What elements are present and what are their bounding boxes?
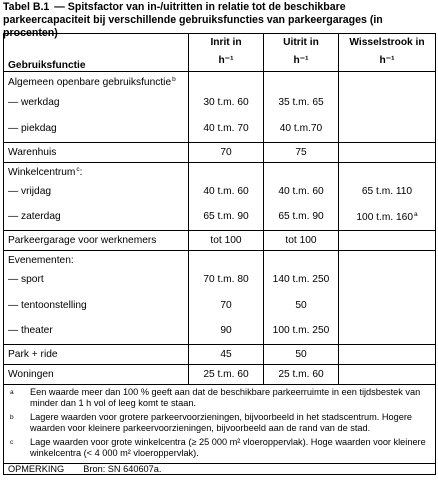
footnote-ref-c: c	[76, 166, 80, 174]
parkride-inrit: 45	[189, 345, 264, 365]
header-inrit-unit: h⁻¹	[189, 51, 264, 72]
footnote-c-text: Lage waarden voor grote winkelcentra (≥ 25 000 m² vloeroppervlak). Hoge waarden voor kleinere winkelcentra (< 4 000 m² vloeroppervlak).	[30, 437, 426, 458]
sport-inrit: 70 t.m. 80	[189, 267, 264, 293]
pgw-uitrit: tot 100	[264, 231, 339, 251]
pgw-inrit: tot 100	[189, 231, 264, 251]
footnote-a-text: Een waarde meer dan 100 % geeft aan dat de beschikbare parkeerruimte in een tijdsbestek van minder dan 1 h vol of leeg komt te staan.	[30, 387, 421, 408]
table-row	[4, 231, 436, 251]
header-wissel-unit: h⁻¹	[339, 51, 436, 72]
tentoonstelling-inrit: 70	[189, 293, 264, 318]
header-inrit: Inrit in	[189, 34, 264, 51]
row-label-winkelcentrum: Winkelcentrum	[8, 167, 76, 179]
theater-uitrit: 100 t.m. 250	[264, 318, 339, 345]
row-label-tentoonstelling: — tentoonstelling	[8, 299, 87, 311]
table-row	[4, 293, 436, 318]
tentoonstelling-uitrit: 50	[264, 293, 339, 318]
footnote-a-mark: a	[10, 389, 14, 396]
remark-label: OPMERKING	[8, 464, 65, 474]
header-gebruiksfunctie: Gebruiksfunctie	[8, 60, 86, 71]
woningen-inrit: 25 t.m. 60	[189, 365, 264, 385]
table-row	[4, 267, 436, 293]
table-row	[4, 251, 436, 267]
row-label-parkeergarage-werknemers: Parkeergarage voor werknemers	[8, 235, 157, 246]
warenhuis-uitrit: 75	[264, 143, 339, 163]
zaterdag-uitrit: 65 t.m. 90	[264, 204, 339, 231]
warenhuis-inrit: 70	[189, 143, 264, 163]
row-label-theater: — theater	[8, 325, 53, 337]
werkdag-inrit: 30 t.m. 60	[189, 90, 264, 116]
row-label-evenementen: Evenementen:	[8, 254, 74, 266]
piekdag-uitrit: 40 t.m.70	[264, 116, 339, 143]
table-row	[4, 318, 436, 345]
table-title-text: — Spitsfactor van in-/uitritten in relatie tot de beschikbare parkeercapaciteit bij verschillende gebruiksfuncties van parkeergarages (in procenten)	[3, 1, 383, 39]
remark-text: Bron: SN 640607a.	[83, 464, 162, 474]
header-wisselstrook: Wisselstrook in	[339, 34, 436, 51]
table-row	[4, 90, 436, 116]
vrijdag-uitrit: 40 t.m. 60	[264, 179, 339, 204]
vrijdag-wisselstrook: 65 t.m. 110	[339, 179, 436, 204]
table-row	[4, 72, 436, 90]
row-label-aop: Algemeen openbare gebruiksfunctie	[8, 77, 172, 89]
row-label-piekdag: — piekdag	[8, 123, 57, 135]
row-label-park-ride: Park + ride	[8, 349, 58, 360]
spitsfactor-table	[3, 33, 436, 475]
table-row	[4, 204, 436, 231]
table-row	[4, 179, 436, 204]
header-uitrit: Uitrit in	[264, 34, 339, 51]
vrijdag-inrit: 40 t.m. 60	[189, 179, 264, 204]
table-row	[4, 345, 436, 365]
row-label-sport: — sport	[8, 274, 44, 285]
piekdag-inrit: 40 t.m. 70	[189, 116, 264, 143]
zaterdag-inrit: 65 t.m. 90	[189, 204, 264, 231]
header-uitrit-unit: h⁻¹	[264, 51, 339, 72]
table-row	[4, 365, 436, 385]
table-row: Winkelcentrum$^c$:	[4, 163, 436, 179]
footnote-a	[4, 385, 436, 464]
header-row-1	[4, 34, 436, 51]
footnote-ref-a: a	[414, 210, 418, 218]
row-label-werkdag: — werkdag	[8, 97, 60, 108]
woningen-uitrit: 25 t.m. 60	[264, 365, 339, 385]
footnotes-list	[4, 387, 435, 461]
table-row	[4, 116, 436, 143]
table-number: Tabel B.1	[3, 1, 50, 13]
row-label-vrijdag: — vrijdag	[8, 185, 52, 197]
footnote-b-text: Lagere waarden voor grotere parkeervoorzieningen, bijvoorbeeld in het stadscentrum. Hogere waarden voor kleinere parkeervoorzieningen, bijvoorbeeld aan de rand van de stad.	[30, 412, 413, 433]
footnote-ref-b: b	[172, 76, 176, 84]
sport-uitrit: 140 t.m. 250	[264, 267, 339, 293]
table-row	[4, 143, 436, 163]
footnote-b-mark: b	[10, 414, 14, 421]
row-label-warenhuis: Warenhuis	[8, 147, 57, 158]
zaterdag-wisselstrook: 100 t.m. 160	[356, 211, 413, 223]
remark-row	[4, 464, 436, 475]
theater-inrit: 90	[189, 318, 264, 345]
parkride-uitrit: 50	[264, 345, 339, 365]
row-label-woningen: Woningen	[8, 369, 54, 380]
footnote-c-mark: c	[10, 439, 14, 446]
werkdag-uitrit: 35 t.m. 65	[264, 90, 339, 116]
row-label-zaterdag: — zaterdag	[8, 211, 61, 223]
